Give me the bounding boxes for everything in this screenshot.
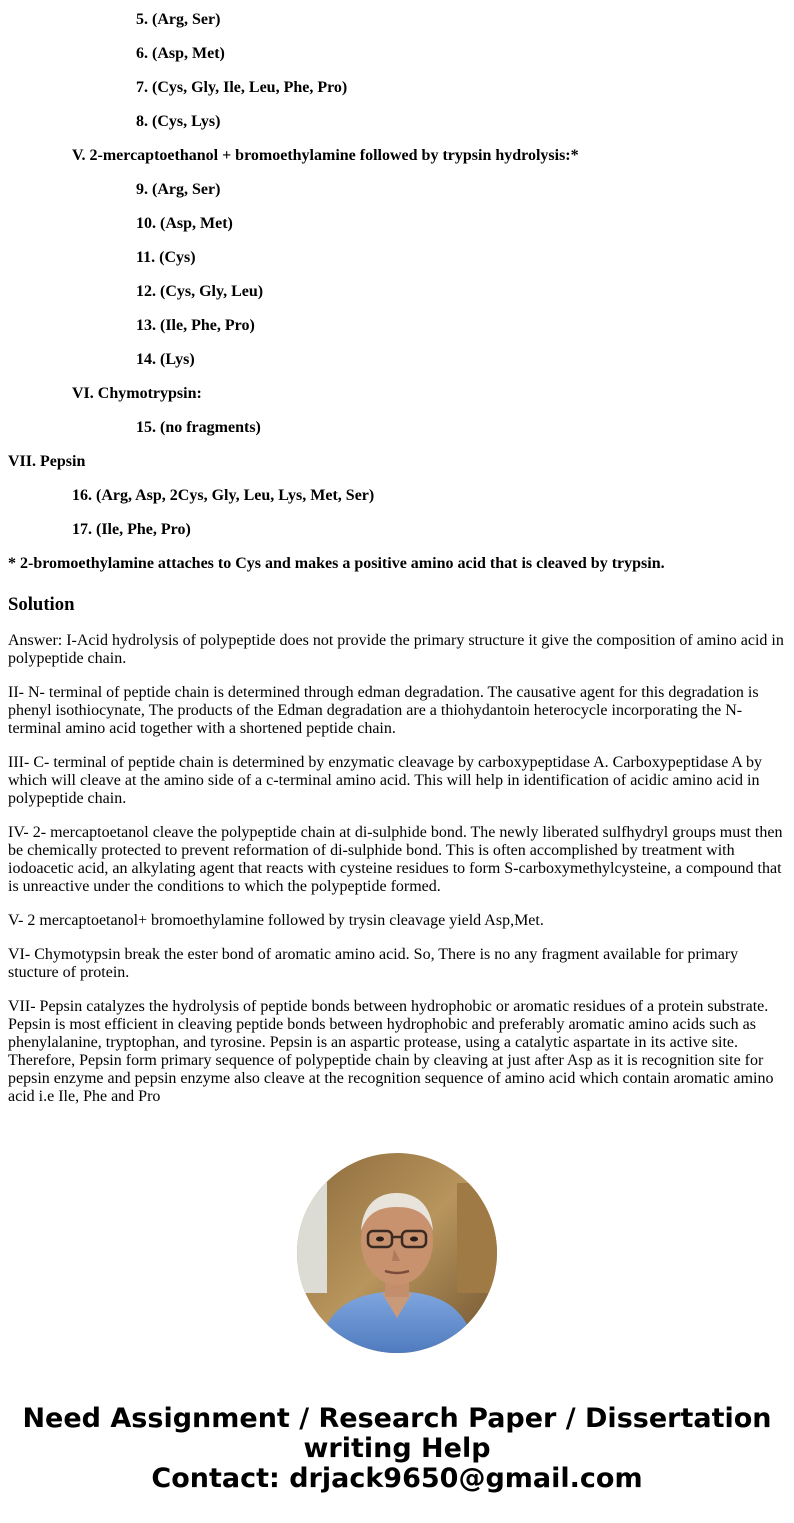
answer-paragraph-iii: III- C- terminal of peptide chain is determined by enzymatic cleavage by carboxypeptidase A. Carboxypeptidase A by which will cleave at the amino side of a c-terminal amino acid. This will help in identification of acidic amino acid in polypeptide chain. (8, 754, 762, 807)
footer-line-2: writing Help (303, 1433, 491, 1464)
fragment-14: 14. (Lys) (136, 351, 195, 368)
footer-banner (0, 1404, 794, 1494)
solution-heading: Solution (8, 594, 75, 615)
fragment-15: 15. (no fragments) (136, 419, 261, 436)
fragment-11: 11. (Cys) (136, 249, 196, 266)
fragment-16: 16. (Arg, Asp, 2Cys, Gly, Leu, Lys, Met, Ser) (72, 487, 375, 504)
fragment-7: 7. (Cys, Gly, Ile, Leu, Phe, Pro) (136, 79, 348, 96)
author-photo (297, 1153, 497, 1353)
answer-paragraph-v: V- 2 mercaptoetanol+ bromoethylamine followed by trysin cleavage yield Asp,Met. (8, 912, 544, 929)
answer-paragraph-iv: IV- 2- mercaptoetanol cleave the polypeptide chain at di-sulphide bond. The newly liberated sulfhydryl groups must then be chemically protected to prevent reformation of di-sulphide bond. This is often accomplished by treatment with iodoacetic acid, an alkylating agent that reacts with cysteine residues to form S-carboxymethylcysteine, a compound that is unreactive under the conditions to which the polypeptide formed. (8, 824, 783, 895)
answer-paragraph-i: Answer: I-Acid hydrolysis of polypeptide does not provide the primary structure it give the composition of amino acid in polypeptide chain. (8, 632, 784, 667)
answer-paragraph-vi: VI- Chymotypsin break the ester bond of aromatic amino acid. So, There is no any fragment available for primary stucture of protein. (8, 946, 739, 981)
fragment-10: 10. (Asp, Met) (136, 215, 233, 232)
author-photo-illustration (297, 1153, 497, 1353)
fragment-12: 12. (Cys, Gly, Leu) (136, 283, 264, 300)
fragment-13: 13. (Ile, Phe, Pro) (136, 317, 255, 334)
answer-paragraph-vii: VII- Pepsin catalyzes the hydrolysis of peptide bonds between hydrophobic or aromatic residues of a protein substrate. Pepsin is most efficient in cleaving peptide bonds between hydrophobic and preferably aromatic amino acids such as phenylalanine, tryptophan, and tyrosine. Pepsin is an aspartic protease, using a catalytic aspartate in its active site. Therefore, Pepsin form primary sequence of polypeptide chain by cleaving at just after Asp as it is recognition site for pepsin enzyme and pepsin enzyme also cleave at the recognition sequence of amino acid which contain aromatic amino acid i.e Ile, Phe and Pro (8, 998, 774, 1105)
fragment-17: 17. (Ile, Phe, Pro) (72, 521, 191, 538)
section-vi-heading: VI. Chymotrypsin: (72, 385, 202, 402)
answer-paragraph-ii: II- N- terminal of peptide chain is determined through edman degradation. The causative agent for this degradation is phenyl isothiocynate, The products of the Edman degradation are a thiohydantoin heterocycle incorporating the N-terminal amino acid together with a shortened peptide chain. (8, 684, 759, 737)
fragment-6: 6. (Asp, Met) (136, 45, 225, 62)
fragment-5: 5. (Arg, Ser) (136, 11, 221, 28)
section-vii-heading: VII. Pepsin (8, 453, 86, 470)
footer-contact: Contact: drjack9650@gmail.com (151, 1463, 643, 1494)
footer-line-1: Need Assignment / Research Paper / Dissertation (22, 1403, 772, 1434)
section-v-heading: V. 2-mercaptoethanol + bromoethylamine followed by trypsin hydrolysis:* (72, 147, 579, 164)
fragment-9: 9. (Arg, Ser) (136, 181, 221, 198)
fragment-8: 8. (Cys, Lys) (136, 113, 221, 130)
footnote: * 2-bromoethylamine attaches to Cys and makes a positive amino acid that is cleaved by trypsin. (8, 555, 665, 572)
